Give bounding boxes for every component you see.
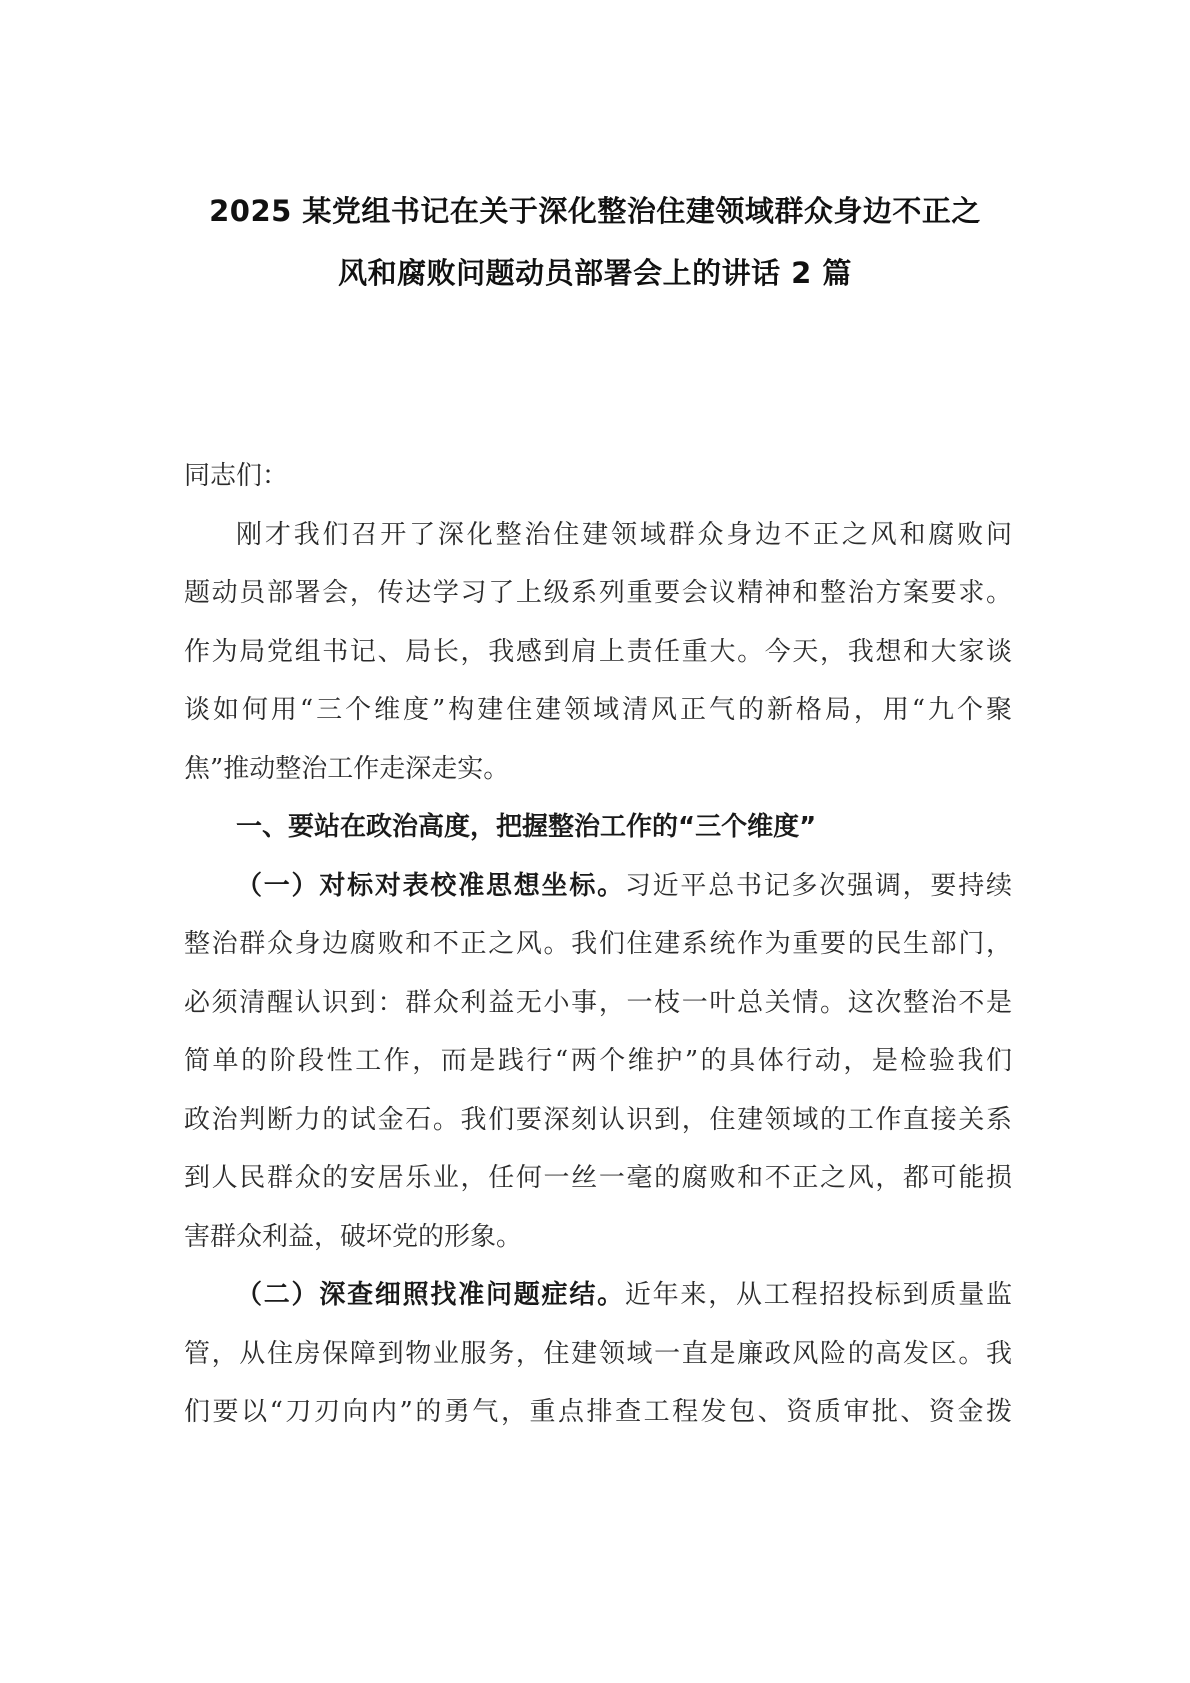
- paragraph-line: 作为局党组书记、局长，我感到肩上责任重大。今天，我想和大家谈: [184, 636, 1012, 667]
- subsection-one: [184, 857, 1012, 1267]
- paragraph-text: 习近平总书记多次强调，要持续: [624, 870, 1012, 901]
- document-body: [184, 447, 1012, 1442]
- paragraph-line: 谈如何用“三个维度”构建住建领域清风正气的新格局，用“九个聚: [184, 695, 1012, 725]
- salutation: 同志们：: [184, 461, 289, 491]
- paragraph-line: 害群众利益，破坏党的形象。: [184, 1221, 523, 1252]
- paragraph-line: 政治判断力的试金石。我们要深刻认识到，住建领域的工作直接关系: [184, 1104, 1012, 1135]
- paragraph-line: 题动员部署会，传达学习了上级系列重要会议精神和整治方案要求。: [184, 578, 1012, 608]
- subsection-lead: （二）深查细照找准问题症结。: [236, 1280, 625, 1310]
- paragraph-line: 必须清醒认识到：群众利益无小事，一枝一叶总关情。这次整治不是: [184, 987, 1012, 1018]
- title-line: 风和腐败问题动员部署会上的讲话 2 篇: [338, 256, 852, 290]
- paragraph-line: 们要以“刀刃向内”的勇气，重点排查工程发包、资质审批、资金拨: [184, 1397, 1012, 1427]
- paragraph-line: 刚才我们召开了深化整治住建领域群众身边不正之风和腐败问: [236, 519, 1012, 550]
- paragraph-line: 整治群众身边腐败和不正之风。我们住建系统作为重要的民生部门，: [184, 929, 1012, 959]
- document-title: [150, 180, 1040, 304]
- intro-paragraph: [184, 506, 1012, 799]
- paragraph-line: 管，从住房保障到物业服务，住建领域一直是廉政风险的高发区。我: [184, 1338, 1012, 1369]
- paragraph-line: 到人民群众的安居乐业，任何一丝一毫的腐败和不正之风，都可能损: [184, 1163, 1012, 1193]
- paragraph-line: [184, 857, 1012, 916]
- section-heading: 一、要站在政治高度，把握整治工作的“三个维度”: [236, 812, 817, 842]
- title-line: 2025 某党组书记在关于深化整治住建领域群众身边不正之: [209, 194, 981, 228]
- subsection-two: [184, 1266, 1012, 1442]
- paragraph-line: 焦”推动整治工作走深走实。: [184, 753, 510, 784]
- paragraph-text: 近年来，从工程招投标到质量监: [624, 1280, 1012, 1310]
- paragraph-line: 简单的阶段性工作，而是践行“两个维护”的具体行动，是检验我们: [184, 1046, 1012, 1076]
- subsection-lead: （一）对标对表校准思想坐标。: [236, 870, 625, 901]
- paragraph-line: [184, 1266, 1012, 1325]
